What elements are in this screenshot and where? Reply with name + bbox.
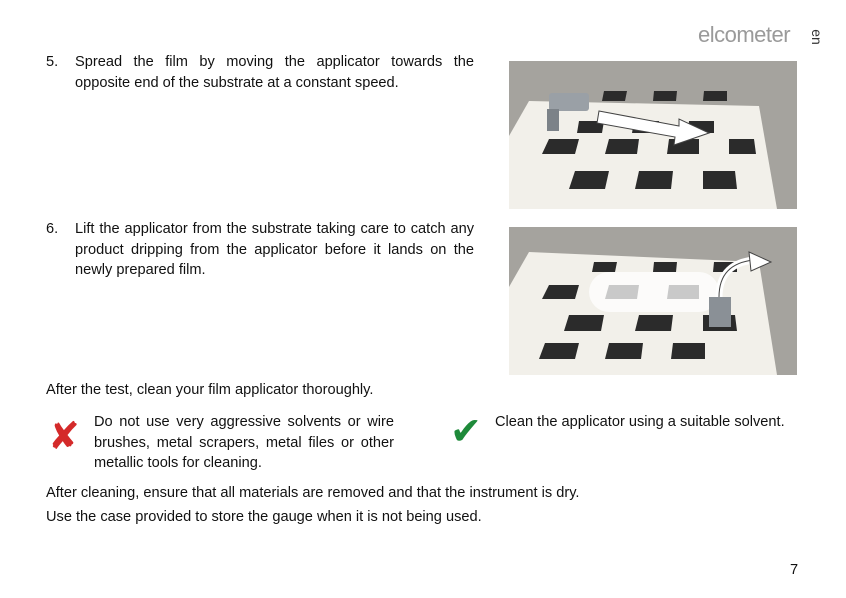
page-number: 7	[790, 562, 799, 578]
after-cleaning-text: After cleaning, ensure that all materials are removed and that the instrument is dry.	[46, 485, 580, 501]
cross-icon: ✘	[48, 416, 80, 458]
after-test-text: After the test, clean your film applicator thoroughly.	[46, 382, 374, 398]
step-text: Lift the applicator from the substrate taking care to catch any product dripping from the applicator before it lands on the newly prepared film.	[75, 221, 474, 278]
step-number: 6.	[46, 221, 59, 237]
brand-logo: elcometer	[698, 22, 791, 47]
dont-note: Do not use very aggressive solvents or wire brushes, metal scrapers, metal files or other metallic tools for cleaning.	[94, 414, 394, 471]
spreading-film-photo	[509, 61, 797, 209]
step-text: Spread the film by moving the applicator towards the opposite end of the substrate at a constant speed.	[75, 54, 474, 91]
language-tab: en	[809, 29, 825, 45]
storage-text: Use the case provided to store the gauge when it is not being used.	[46, 509, 482, 525]
step-number: 5.	[46, 54, 59, 70]
step-5	[46, 52, 474, 93]
step-6	[46, 219, 474, 281]
check-icon: ✔	[450, 411, 482, 453]
lifting-applicator-photo	[509, 227, 797, 375]
do-note: Clean the applicator using a suitable solvent.	[495, 414, 785, 430]
